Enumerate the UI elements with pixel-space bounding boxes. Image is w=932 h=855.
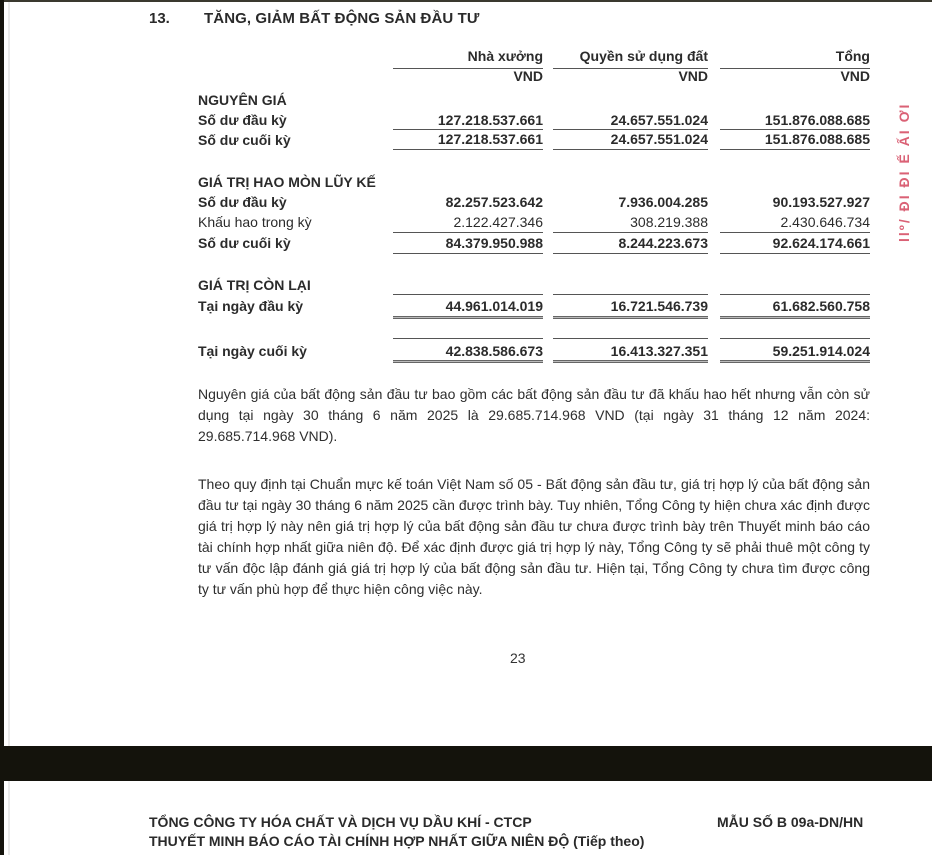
double-rule: [553, 316, 708, 319]
report-subtitle-header: THUYẾT MINH BÁO CÁO TÀI CHÍNH HỢP NHẤT GIỮA NIÊN ĐỘ (Tiếp theo): [149, 833, 645, 849]
double-rule: [553, 360, 708, 363]
page-edge: [8, 781, 10, 855]
cell-value: 151.876.088.685: [764, 112, 870, 128]
cell-value: 127.218.537.661: [437, 131, 543, 147]
total-rule: [553, 253, 708, 254]
total-rule: [720, 253, 870, 254]
total-rule: [720, 149, 870, 150]
row-label-oc-opening: Số dư đầu kỳ: [198, 112, 287, 128]
top-rule: [720, 294, 870, 295]
subtotal-rule: [720, 232, 870, 233]
row-label-oc-closing: Số dư cuối kỳ: [198, 132, 291, 148]
note-paragraph-fully-depreciated: Nguyên giá của bất động sản đầu tư bao gồm các bất động sản đầu tư đã khấu hao hết nhưng vẫn còn sử dụng tại ngày 30 tháng 6 năm 2025 là 29.685.714.968 VND (tại ngày 31 tháng 12 năm 2024: 29.685.714.968 VND).: [198, 386, 870, 444]
form-number: MẪU SỐ B 09a-DN/HN: [717, 814, 864, 830]
cell-value: 44.961.014.019: [445, 298, 543, 314]
cell-value: 7.936.004.285: [618, 194, 708, 210]
group-title-net-book-value: GIÁ TRỊ CÒN LẠI: [198, 277, 311, 293]
row-label-nbv-opening: Tại ngày đầu kỳ: [198, 298, 304, 314]
cell-value: 16.721.546.739: [610, 298, 708, 314]
cell-value: 151.876.088.685: [764, 131, 870, 147]
cell-value: 42.838.586.673: [445, 343, 543, 359]
group-title-accumulated-depreciation: GIÁ TRỊ HAO MÒN LŨY KẾ: [198, 174, 376, 190]
top-rule: [553, 294, 708, 295]
page-edge: [8, 2, 10, 746]
cell-value: 61.682.560.758: [772, 298, 870, 314]
cell-value: 92.624.174.661: [772, 235, 870, 251]
top-rule: [553, 338, 708, 339]
cell-value: 59.251.914.024: [772, 343, 870, 359]
company-name-header: TỔNG CÔNG TY HÓA CHẤT VÀ DỊCH VỤ DẦU KHÍ - CTCP: [149, 814, 532, 830]
cell-value: 90.193.527.927: [772, 194, 870, 210]
column-header: Quyền sử dụng đất: [579, 48, 708, 64]
column-unit: VND: [513, 68, 543, 84]
column-header: Nhà xưởng: [467, 48, 543, 64]
cell-value: 16.413.327.351: [610, 343, 708, 359]
top-rule: [393, 338, 543, 339]
document-page-next: [4, 781, 932, 855]
note-paragraph-fair-value: Theo quy định tại Chuẩn mực kế toán Việt Nam số 05 - Bất động sản đầu tư, giá trị hợp lý của bất động sản đầu tư tại ngày 30 tháng 6 năm 2025 cần được trình bày. Tuy nhiên, Tổng Công ty hiện chưa xác định được giá trị hợp lý này nên giá trị hợp lý của bất động sản đầu tư chưa được trình bày trên Thuyết minh báo cáo tài chính hợp nhất giữa niên độ. Để xác định được giá trị hợp lý này, Tổng Công ty sẽ phải thuê một công ty tư vấn độc lập đánh giá giá trị hợp lý của bất động sản đầu tư. Hiện tại, Tổng Công ty chưa tìm được công ty tư vấn phù hợp để thực hiện công việc này.: [198, 476, 870, 597]
cell-value: 127.218.537.661: [437, 112, 543, 128]
red-stamp-mark: llº/ ĐI ĐI Ế ẤI ƠI: [896, 102, 912, 242]
top-rule: [393, 294, 543, 295]
row-label-ad-closing: Số dư cuối kỳ: [198, 235, 291, 251]
page-number: 23: [510, 650, 526, 666]
row-label-ad-charge: Khấu hao trong kỳ: [198, 214, 312, 230]
cell-value: 2.430.646.734: [780, 214, 870, 230]
column-unit: VND: [840, 68, 870, 84]
section-title: TĂNG, GIẢM BẤT ĐỘNG SẢN ĐẦU TƯ: [204, 10, 480, 27]
double-rule: [720, 360, 870, 363]
section-number: 13.: [149, 10, 170, 27]
subtotal-rule: [393, 232, 543, 233]
subtotal-rule: [720, 129, 870, 130]
subtotal-rule: [393, 129, 543, 130]
double-rule: [393, 360, 543, 363]
cell-value: 84.379.950.988: [445, 235, 543, 251]
row-label-ad-opening: Số dư đầu kỳ: [198, 194, 287, 210]
double-rule: [720, 316, 870, 319]
group-title-original-cost: NGUYÊN GIÁ: [198, 92, 287, 108]
cell-value: 24.657.551.024: [610, 112, 708, 128]
cell-value: 308.219.388: [630, 214, 708, 230]
total-rule: [393, 253, 543, 254]
double-rule: [393, 316, 543, 319]
total-rule: [393, 149, 543, 150]
column-unit: VND: [678, 68, 708, 84]
cell-value: 82.257.523.642: [445, 194, 543, 210]
subtotal-rule: [553, 232, 708, 233]
total-rule: [553, 149, 708, 150]
subtotal-rule: [553, 129, 708, 130]
cell-value: 8.244.223.673: [618, 235, 708, 251]
cell-value: 2.122.427.346: [453, 214, 543, 230]
row-label-nbv-closing: Tại ngày cuối kỳ: [198, 343, 307, 359]
column-header: Tổng: [835, 48, 870, 64]
cell-value: 24.657.551.024: [610, 131, 708, 147]
document-page-23: [4, 0, 932, 746]
top-rule: [720, 338, 870, 339]
